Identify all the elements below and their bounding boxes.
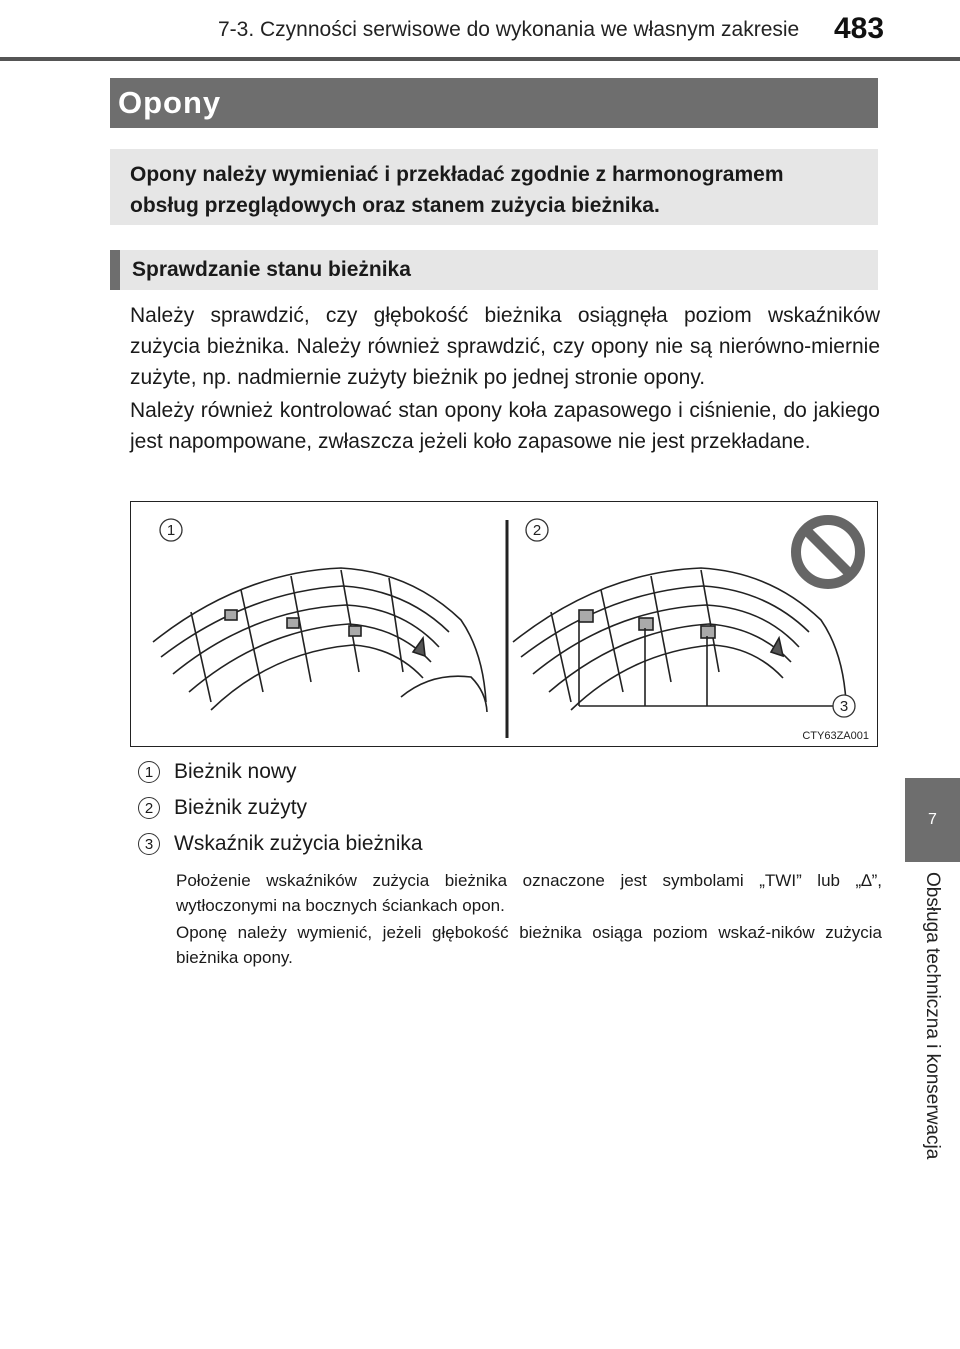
section-title: Opony bbox=[110, 78, 878, 128]
legend-item bbox=[138, 832, 738, 856]
paragraph-2: Należy również kontrolować stan opony koła zapasowego i ciśnienie, do jakiego jest napompowane, zwłaszcza jeżeli koło zapasowe nie jest przekładane. bbox=[130, 399, 880, 453]
callout-3: 3 bbox=[839, 698, 849, 715]
chapter-tab: 7 bbox=[905, 778, 960, 862]
page-number: 483 bbox=[834, 12, 885, 45]
legend-item bbox=[138, 796, 738, 820]
figure-code: CTY63ZA001 bbox=[802, 730, 869, 742]
worn-tread-tire bbox=[513, 568, 846, 710]
legend-number: 1 bbox=[138, 761, 160, 783]
new-tread-tire bbox=[153, 568, 487, 712]
paragraph-1: Należy sprawdzić, czy głębokość bieżnika osiągnęła poziom wskaźników zużycia bieżnika. Należy również sprawdzić, czy opony nie są nierówno-miernie zużyte, np. nadmiernie zużyty bieżnik po jednej stronie opony. bbox=[130, 304, 880, 389]
tread-illustration bbox=[131, 502, 876, 745]
legend-number: 2 bbox=[138, 797, 160, 819]
note-1: Położenie wskaźników zużycia bieżnika oznaczone jest symbolami „TWI” lub „∆”, wytłoczonymi na bocznych ściankach opon. bbox=[176, 871, 882, 915]
tread-figure bbox=[130, 501, 878, 747]
legend-item bbox=[138, 760, 738, 784]
running-header: 7-3. Czynności serwisowe do wykonania we własnym zakresie bbox=[218, 18, 800, 41]
legend-label: Bieżnik nowy bbox=[174, 760, 297, 783]
chapter-label: Obsługa techniczna i konserwacja bbox=[922, 872, 943, 1160]
note-2: Oponę należy wymienić, jeżeli głębokość bieżnika osiąga poziom wskaź-ników zużycia bieżnika opony. bbox=[176, 923, 882, 967]
legend-label: Wskaźnik zużycia bieżnika bbox=[174, 832, 423, 855]
section-lead: Opony należy wymieniać i przekładać zgodnie z harmonogramem obsług przeglądowych oraz stanem zużycia bieżnika. bbox=[110, 149, 878, 225]
legend-label: Bieżnik zużyty bbox=[174, 796, 308, 819]
legend-number: 3 bbox=[138, 833, 160, 855]
callout-1: 1 bbox=[166, 522, 176, 539]
prohibition-icon bbox=[796, 520, 860, 584]
header-rule bbox=[0, 57, 960, 61]
subsection-title: Sprawdzanie stanu bieżnika bbox=[110, 250, 878, 290]
callout-2: 2 bbox=[532, 522, 542, 539]
